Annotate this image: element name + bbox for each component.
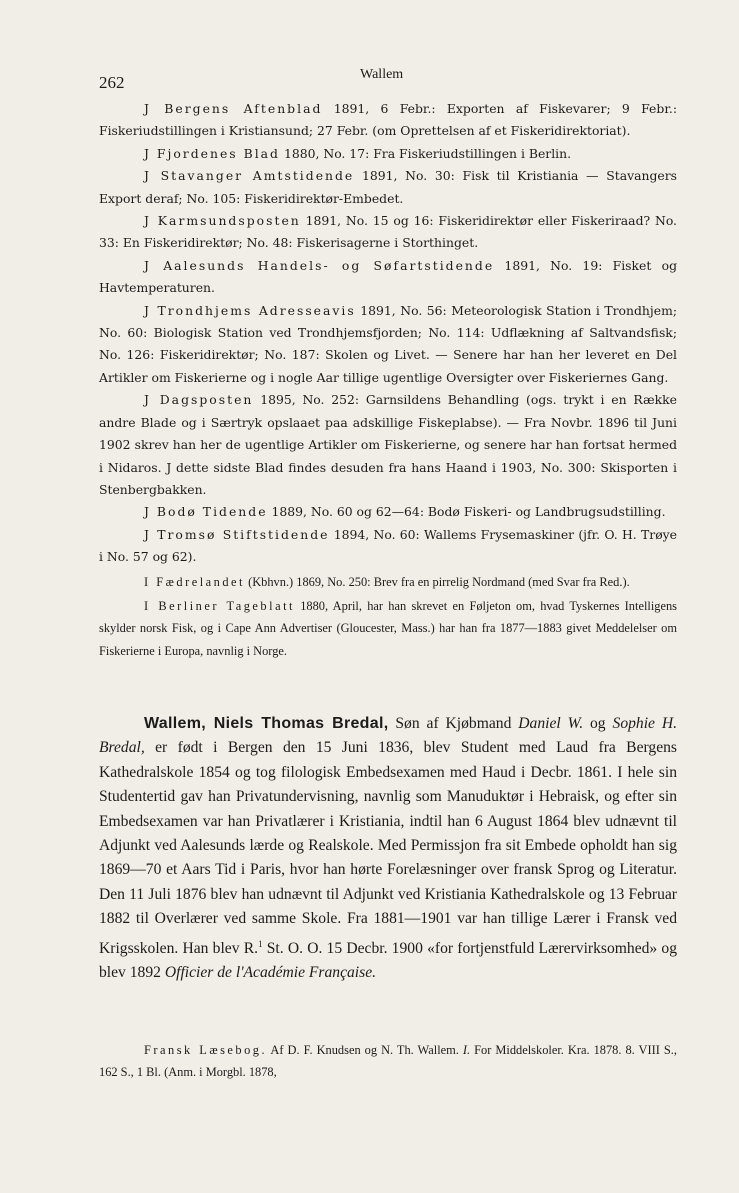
- reference-item: J Bergens Aftenblad 1891, 6 Febr.: Exporten af Fiskevarer; 9 Febr.: Fiskeriudstillingen i Kristiansund; 27 Febr. (om Oprettelsen af et Fiskeridirektoriat).: [99, 101, 677, 139]
- biography-entry: [99, 712, 677, 986]
- entry-paragraph: Wallem, Niels Thomas Bredal, Søn af Kjøbmand Daniel W. og Sophie H. Bredal, er født i Bergen den 15 Juni 1836, blev Student med Laud fra Bergens Kathedralskole 1854 og tog filologisk Embedsexamen med Haud i Decbr. 1861. I hele sin Studentertid gav han Privatundervisning, navnlig som Manuduktør i Hebraisk, og efter sin Embedsexamen var han Privatlærer i Kristiania, indtil han 6 August 1864 blev udnævnt til Adjunkt ved Aalesunds lærde og Realskole. Med Permissjon fra sit Embede opholdt han sig 1869—70 et Aars Tid i Paris, hvor han hørte Forelæsninger over fransk Sprog og Literatur. Den 11 Juli 1876 blev han udnævnt til Adjunkt ved Kristiania Kathedralskole og 13 Februar 1882 til Overlærer ved samme Skole. Fra 1881—1901 var han tillige Lærer i Fransk ved Krigsskolen. Han blev R.$^1$ St. O. O. 15 Decbr. 1900 «for fortjenstfuld Lærervirksomhed» og blev 1892 Officier de l'Académie Française.: [99, 715, 678, 982]
- reference-item: J Karmsundsposten 1891, No. 15 og 16: Fiskeridirektør eller Fiskeriraad? No. 33: En Fiskeridirektør; No. 48: Fiskerisagerne i Storthinget.: [99, 213, 678, 251]
- running-title: Wallem: [360, 67, 404, 82]
- reference-item: J Bodø Tidende 1889, No. 60 og 62—64: Bodø Fiskeri- og Landbrugsudstilling.: [144, 504, 666, 520]
- bibliography-item: Fransk Læsebog. Af D. F. Knudsen og N. Th. Wallem. I. For Middelskoler. Kra. 1878. 8. VIII S., 162 S., 1 Bl. (Anm. i Morgbl. 1878,: [99, 1043, 677, 1079]
- page-number: 262: [99, 73, 125, 92]
- reference-item: J Dagsposten 1895, No. 252: Garnsildens Behandling (ogs. trykt i en Række andre Blade og i Særtryk opslaaet paa adskillige Fiskeplabse). — Fra Novbr. 1896 til Juni 1902 skrev han her de ugentlige Artikler om Fiskerierne, og senere har han fortsat hermed i Nidaros. J dette sidste Blad findes desuden fra hans Haand i 1903, No. 300: Skisporten i Stenbergbakken.: [99, 392, 677, 497]
- reference-item: J Trondhjems Adresseavis 1891, No. 56: Meteorologisk Station i Trondhjem; No. 60: Biologisk Station ved Trondhjemsfjorden; No. 114: Udflækning af Saltvandsfisk; No. 126: Fiskeridirektør; No. 187: Skolen og Livet. — Senere har han her leveret en Del Artikler om Fiskerierne og i nogle Aar tillige ugentlige Oversigter over Fiskeriernes Gang.: [99, 302, 678, 385]
- reference-item: I Fædrelandet (Kbhvn.) 1869, No. 250: Brev fra en pirrelig Nordmand (med Svar fra Red.).: [144, 574, 630, 589]
- bibliography: [99, 1040, 677, 1083]
- entry-name: Wallem, Niels Thomas Bredal,: [144, 715, 389, 732]
- reference-item: J Stavanger Amtstidende 1891, No. 30: Fisk til Kristiania — Stavangers Export deraf; No. 105: Fiskeridirektør-Embedet.: [99, 168, 677, 206]
- reference-item: J Fjordenes Blad 1880, No. 17: Fra Fiskeriudstillingen i Berlin.: [144, 145, 572, 161]
- reference-item: J Aalesunds Handels- og Søfartstidende 1891, No. 19: Fisket og Havtemperaturen.: [99, 257, 678, 296]
- newspaper-references: [99, 98, 677, 662]
- reference-item: J Tromsø Stiftstidende 1894, No. 60: Wallems Frysemaskiner (jfr. O. H. Trøye i No. 57 og 62).: [99, 526, 677, 565]
- reference-item: I Berliner Tageblatt 1880, April, har han skrevet en Føljeton om, hvad Tyskernes Intelligens skylder norsk Fisk, og i Cape Ann Advertiser (Gloucester, Mass.) har han fra 1877—1883 givet Meddelelser om Fiskerierne i Europa, navnlig i Norge.: [99, 598, 677, 658]
